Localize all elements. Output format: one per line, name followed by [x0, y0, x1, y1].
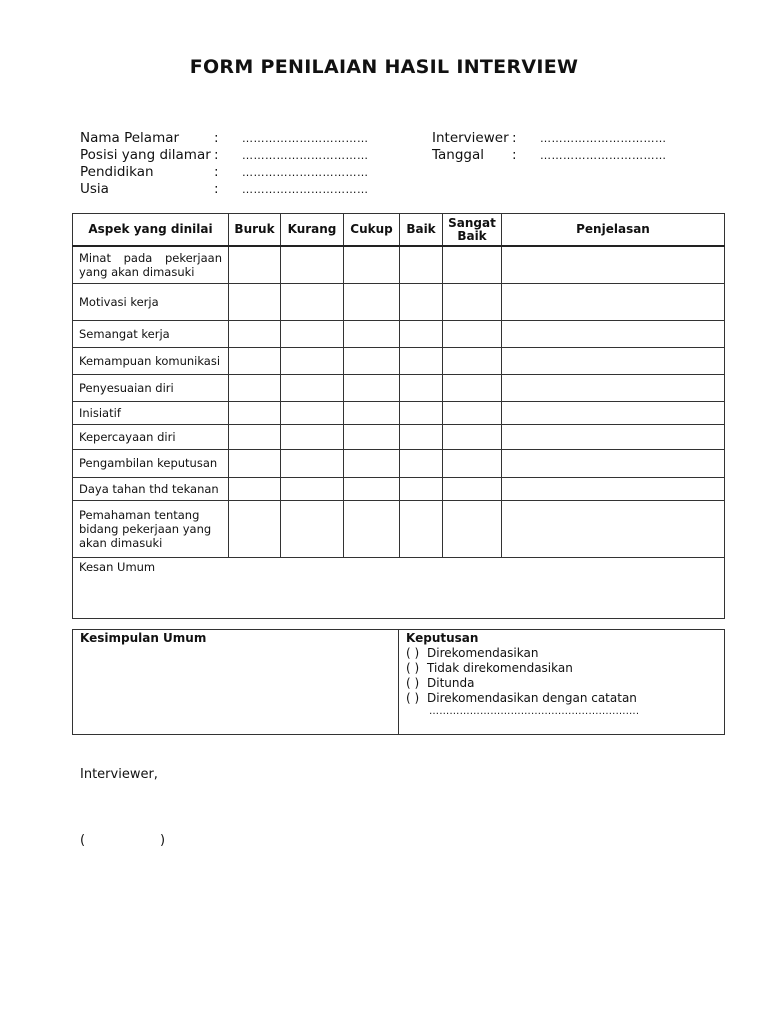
kesan-umum-label: Kesan Umum [79, 559, 156, 574]
rating-cell[interactable] [443, 424, 502, 449]
rating-cell[interactable] [229, 477, 281, 500]
field-colon: : [512, 147, 517, 163]
kesimpulan-label: Kesimpulan Umum [80, 631, 207, 645]
rating-cell[interactable] [344, 374, 400, 401]
field-label: Usia [80, 181, 109, 197]
table-header [73, 214, 725, 247]
rating-cell[interactable] [281, 401, 344, 424]
form-title: FORM PENILAIAN HASIL INTERVIEW [189, 56, 579, 78]
checkbox-mark[interactable]: ( ) [406, 676, 420, 690]
explanation-cell[interactable] [502, 374, 725, 401]
rating-cell[interactable] [400, 283, 443, 320]
explanation-cell[interactable] [502, 424, 725, 449]
rating-cell[interactable] [400, 347, 443, 374]
signature-name-blank[interactable] [80, 833, 170, 848]
aspect-label: Kemampuan komunikasi [73, 347, 229, 374]
table-row [73, 401, 725, 424]
conclusion-table [72, 629, 725, 735]
explanation-cell[interactable] [502, 401, 725, 424]
table-row [73, 320, 725, 347]
rating-cell[interactable] [344, 401, 400, 424]
option-label: Tidak direkomendasikan [427, 661, 573, 675]
field-colon: : [214, 130, 219, 146]
field-blank[interactable]: …………………………… [540, 132, 667, 145]
option-label: Ditunda [427, 676, 475, 690]
rating-cell[interactable] [281, 424, 344, 449]
rating-cell[interactable] [229, 424, 281, 449]
rating-cell[interactable] [281, 283, 344, 320]
explanation-cell[interactable] [502, 283, 725, 320]
field-blank[interactable]: …………………………… [540, 149, 667, 162]
header-cukup: Cukup [344, 214, 400, 247]
explanation-cell[interactable] [502, 320, 725, 347]
assessment-table [72, 213, 725, 619]
aspect-label: Minat pada pekerjaan yang akan dimasuki [73, 246, 229, 283]
rating-cell[interactable] [400, 449, 443, 477]
rating-cell[interactable] [344, 500, 400, 557]
catatan-blank[interactable]: ………………………….........................……. [429, 706, 640, 717]
field-label: Tanggal [432, 147, 485, 163]
header-buruk: Buruk [229, 214, 281, 247]
open-paren: ( [80, 833, 86, 848]
header-aspek: Aspek yang dinilai [73, 214, 229, 247]
rating-cell[interactable] [281, 500, 344, 557]
rating-cell[interactable] [400, 246, 443, 283]
option-label: Direkomendasikan [427, 646, 539, 660]
rating-cell[interactable] [229, 246, 281, 283]
rating-cell[interactable] [229, 500, 281, 557]
header-kurang: Kurang [281, 214, 344, 247]
checkbox-mark[interactable]: ( ) [406, 646, 420, 660]
option-dengan-catatan[interactable] [399, 691, 724, 706]
table-row [73, 477, 725, 500]
rating-cell[interactable] [443, 320, 502, 347]
aspect-label: Pengambilan keputusan [73, 449, 229, 477]
rating-cell[interactable] [400, 424, 443, 449]
rating-cell[interactable] [400, 500, 443, 557]
header-penjelasan: Penjelasan [502, 214, 725, 247]
option-direkomendasikan[interactable] [399, 646, 724, 661]
field-label: Interviewer [432, 130, 509, 146]
signature-label: Interviewer, [80, 767, 158, 782]
header-baik: Baik [400, 214, 443, 247]
rating-cell[interactable] [281, 347, 344, 374]
rating-cell[interactable] [281, 449, 344, 477]
field-blank[interactable]: …………………………… [242, 183, 369, 196]
field-blank[interactable]: …………………………… [242, 149, 369, 162]
keputusan-label: Keputusan [406, 631, 479, 645]
aspect-label: Penyesuaian diri [73, 374, 229, 401]
rating-cell[interactable] [443, 283, 502, 320]
option-ditunda[interactable] [399, 676, 724, 691]
rating-cell[interactable] [229, 449, 281, 477]
header-sangat-baik-line2: Baik [457, 228, 487, 243]
header-sangat-baik-line1: Sangat [448, 215, 496, 230]
rating-cell[interactable] [344, 449, 400, 477]
rating-cell[interactable] [443, 374, 502, 401]
aspect-label: Kepercayaan diri [73, 424, 229, 449]
rating-cell[interactable] [344, 320, 400, 347]
table-row [73, 283, 725, 320]
rating-cell[interactable] [229, 374, 281, 401]
table-row [73, 347, 725, 374]
rating-cell[interactable] [443, 500, 502, 557]
field-label: Pendidikan [80, 164, 154, 180]
rating-cell[interactable] [400, 477, 443, 500]
rating-cell[interactable] [443, 401, 502, 424]
explanation-cell[interactable] [502, 347, 725, 374]
table-row [73, 449, 725, 477]
table-row [73, 374, 725, 401]
aspect-label: Inisiatif [73, 401, 229, 424]
rating-cell[interactable] [229, 283, 281, 320]
option-tidak-direkomendasikan[interactable] [399, 661, 724, 676]
aspect-label: Daya tahan thd tekanan [73, 477, 229, 500]
field-blank[interactable]: …………………………… [242, 166, 369, 179]
rating-cell[interactable] [443, 347, 502, 374]
rating-cell[interactable] [443, 246, 502, 283]
field-colon: : [214, 147, 219, 163]
field-blank[interactable]: …………………………… [242, 132, 369, 145]
aspect-label: Semangat kerja [73, 320, 229, 347]
field-label: Nama Pelamar [80, 130, 180, 146]
rating-cell[interactable] [443, 477, 502, 500]
close-paren: ) [160, 833, 166, 848]
explanation-cell[interactable] [502, 500, 725, 557]
rating-cell[interactable] [344, 347, 400, 374]
rating-cell[interactable] [281, 477, 344, 500]
explanation-cell[interactable] [502, 477, 725, 500]
rating-cell[interactable] [400, 374, 443, 401]
rating-cell[interactable] [344, 424, 400, 449]
kesan-umum-cell[interactable] [73, 557, 725, 618]
explanation-cell[interactable] [502, 449, 725, 477]
rating-cell[interactable] [281, 320, 344, 347]
rating-cell[interactable] [344, 246, 400, 283]
field-colon: : [214, 164, 219, 180]
field-colon: : [512, 130, 517, 146]
table-row [73, 424, 725, 449]
rating-cell[interactable] [281, 246, 344, 283]
rating-cell[interactable] [400, 401, 443, 424]
rating-cell[interactable] [229, 347, 281, 374]
rating-cell[interactable] [344, 477, 400, 500]
header-sangat-baik [443, 214, 502, 247]
rating-cell[interactable] [344, 283, 400, 320]
table-row [73, 500, 725, 557]
keputusan-cell [399, 630, 725, 735]
checkbox-mark[interactable]: ( ) [406, 661, 420, 675]
aspect-label: Pemahaman tentang bidang pekerjaan yang akan dimasuki [73, 500, 229, 557]
rating-cell[interactable] [400, 320, 443, 347]
kesan-umum-row [73, 557, 725, 618]
rating-cell[interactable] [281, 374, 344, 401]
table-row [73, 246, 725, 283]
rating-cell[interactable] [229, 401, 281, 424]
kesimpulan-cell[interactable] [73, 630, 399, 735]
rating-cell[interactable] [229, 320, 281, 347]
explanation-cell[interactable] [502, 246, 725, 283]
option-label: Direkomendasikan dengan catatan [427, 691, 637, 705]
field-label: Posisi yang dilamar [80, 147, 211, 163]
checkbox-mark[interactable]: ( ) [406, 691, 420, 705]
rating-cell[interactable] [443, 449, 502, 477]
aspect-label: Motivasi kerja [73, 283, 229, 320]
field-colon: : [214, 181, 219, 197]
